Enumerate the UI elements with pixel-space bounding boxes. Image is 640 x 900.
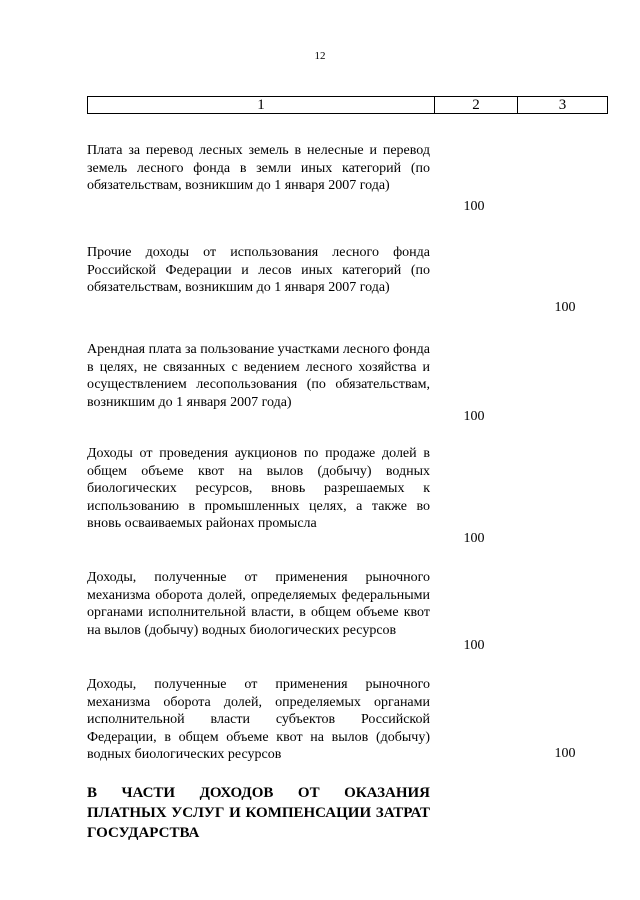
entry-text-forest-land-transfer: Плата за перевод лесных земель в нелесные и перевод земель лесного фонда в земли иных категорий (по обязательствам, возникшим до 1 января 2007 года) [87,143,430,193]
entry-text-rent-payment: Арендная плата за пользование участками лесного фонда в целях, не связанных с ведением лесного хозяйства и осуществлением лесопользования (по обязательствам, возникшим до 1 января 2007 года) [87,342,430,410]
column-header-2: 2 [435,97,518,113]
page-number: 12 [314,50,326,62]
entry-text-regional-quota-income: Доходы, полученные от применения рыночного механизма оборота долей, определяемых органами исполнительной власти субъектов Российской Федерации, в общем объеме квот на вылов (добычу) водных биологических ресурсов [87,677,430,762]
entry-value-col3: 100 [554,746,576,761]
entry-text-other-forest-income: Прочие доходы от использования лесного фонда Российской Федерации и лесов иных категорий (по обязательствам, возникшим до 1 января 2007 года) [87,245,430,295]
entry-value-col2: 100 [463,199,485,214]
column-header-row [87,96,608,114]
entry-value-col2: 100 [463,409,485,424]
column-header-3: 3 [558,96,567,113]
entry-value-col3: 100 [554,300,576,315]
entry-value-col2: 100 [463,638,485,653]
entry-value-col2: 100 [463,531,485,546]
section-heading: В ЧАСТИ ДОХОДОВ ОТ ОКАЗАНИЯ ПЛАТНЫХ УСЛУГ И КОМПЕНСАЦИИ ЗАТРАТ ГОСУДАРСТВА [87,785,430,841]
entry-text-auction-income: Доходы от проведения аукционов по продаже долей в общем объеме квот на вылов (добычу) водных биологических ресурсов, вновь разрешаемых к использованию в промышленных целях, а также во вновь осваиваемых районах промысла [87,446,430,531]
entry-text-federal-quota-income: Доходы, полученные от применения рыночного механизма оборота долей, определяемых федеральными органами исполнительной власти, в общем объеме квот на вылов (добычу) водных биологических ресурсов [87,570,430,638]
column-header-1: 1 [88,97,435,113]
